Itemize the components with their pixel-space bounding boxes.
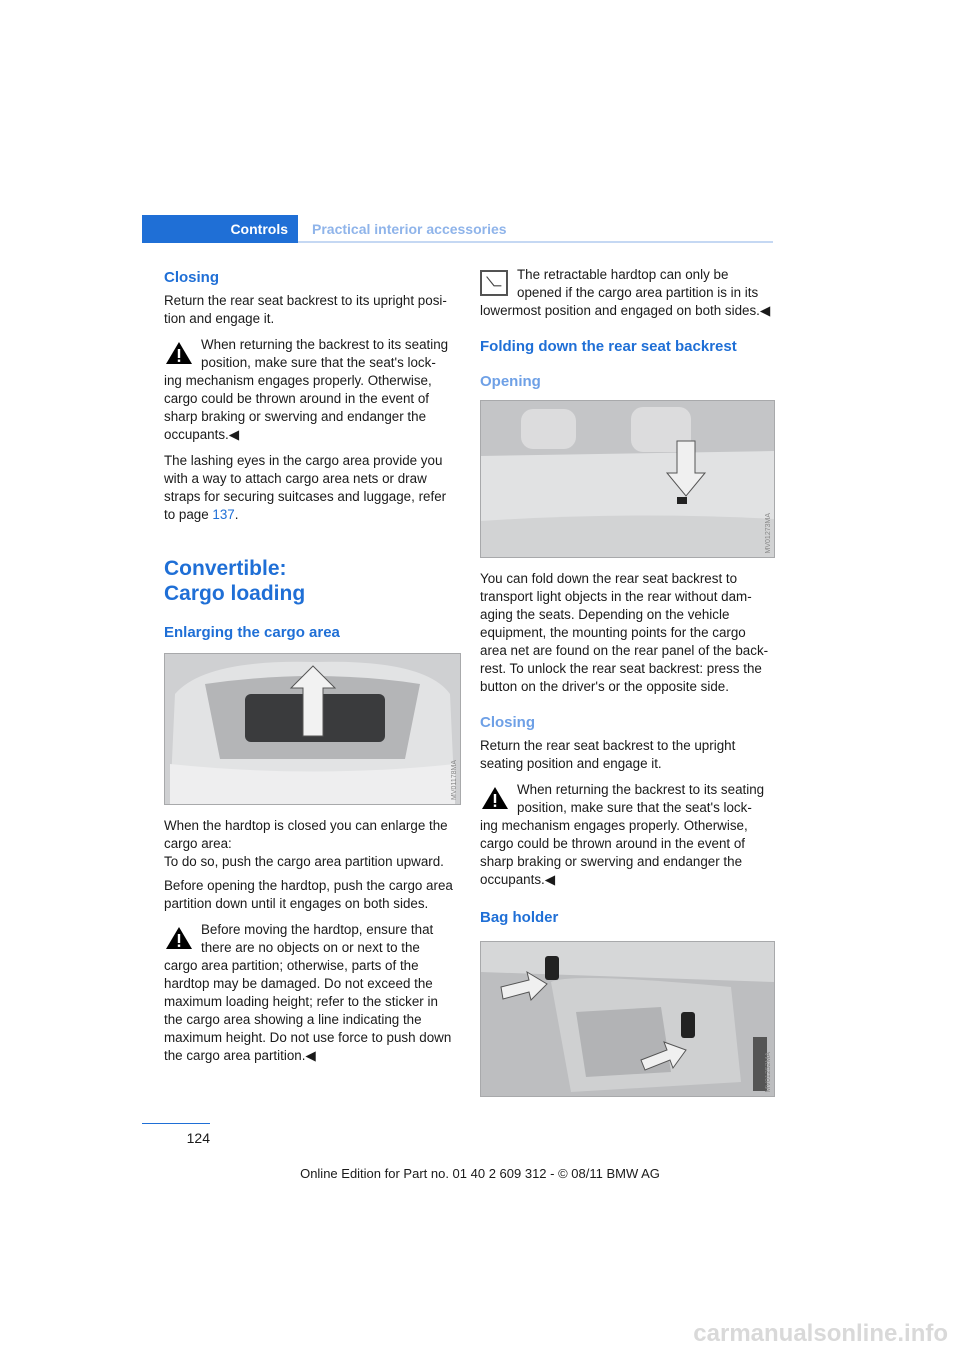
rear-seat-photo <box>480 400 775 558</box>
bag-holder-illustration <box>481 942 774 1096</box>
warning3-text-first: When returning the backrest to its seating position, make sure that the seat's lock- <box>517 782 765 815</box>
enlarge-text-2: To do so, push the cargo area partition upward. <box>164 854 444 869</box>
folding-heading: Folding down the rear seat backrest <box>480 338 737 355</box>
lashing-text-end: . <box>234 507 239 522</box>
warning-text-first: When returning the backrest to its seating position, make sure that the seat's lock- <box>201 337 449 370</box>
note-icon <box>480 270 508 296</box>
edition-footer: Online Edition for Part no. 01 40 2 609 312 - © 08/11 BMW AG <box>300 1166 660 1181</box>
cargo-area-photo <box>164 653 461 805</box>
convertible-title-line1: Convertible: <box>164 557 287 580</box>
left-column <box>164 260 459 1065</box>
closing-heading-right: Closing <box>480 714 535 731</box>
rear-seat-illustration <box>481 401 774 557</box>
before-text: Before opening the hardtop, push the cargo area partition down until it engages on both sides. <box>164 878 453 911</box>
warning-block <box>164 336 459 444</box>
warning-block-2 <box>164 921 459 1065</box>
closing-text-right: Return the rear seat backrest to the upright seating position and engage it. <box>480 738 736 771</box>
warning-text-rest: ing mechanism engages properly. Otherwise, cargo could be thrown around in the event of sharp braking or swerving and endanger the occupants.◀ <box>164 373 432 442</box>
warning-icon <box>164 925 194 951</box>
site-watermark: carmanualsonline.info <box>693 1320 948 1347</box>
warning-icon <box>164 340 194 366</box>
header-rule <box>298 241 773 243</box>
cargo-area-illustration <box>165 654 460 804</box>
warning2-text-rest: cargo area partition; otherwise, parts of the hardtop may be damaged. Do not exceed the maximum loading height; refer to the sticker in the cargo area showing a line indicating the maximum height. Do not use force to push down the cargo area partition.◀ <box>164 958 452 1063</box>
right-column <box>480 260 775 1092</box>
footer-rule <box>142 1123 210 1124</box>
page-link[interactable]: 137 <box>212 507 235 522</box>
photo-code: MV01273MA <box>765 512 772 553</box>
photo-code: MV01252MA <box>765 1051 772 1092</box>
page-header <box>142 215 773 243</box>
note-text-rest: lowermost position and engaged on both sides.◀ <box>480 303 771 318</box>
closing-text: Return the rear seat backrest to its upright posi-tion and engage it. <box>164 293 447 326</box>
page-number: 124 <box>186 1130 210 1146</box>
closing-heading: Closing <box>164 269 219 286</box>
bag-holder-photo <box>480 941 775 1097</box>
warning3-text-rest: ing mechanism engages properly. Otherwise, cargo could be thrown around in the event of sharp braking or swerving and endanger the occupants.◀ <box>480 818 748 887</box>
enlarge-text: When the hardtop is closed you can enlarge the cargo area: <box>164 818 448 851</box>
warning-icon <box>480 785 510 811</box>
note-block <box>480 266 775 320</box>
note-text-first: The retractable hardtop can only be opened if the cargo area partition is in its <box>517 267 759 300</box>
photo-code: MV01178MA <box>451 760 458 800</box>
lashing-text-body: The lashing eyes in the cargo area provide you with a way to attach cargo area nets or draw straps for securing suitcases and luggage, refer to page <box>164 453 447 522</box>
fold-text: You can fold down the rear seat backrest to transport light objects in the rear without dam-aging the seats. Depending on the vehicle equipment, the mounting points for the cargo area net are found on the rear panel of the back-rest. To unlock the rear seat backrest: press the button on the driver's or the opposite side. <box>480 571 769 694</box>
warning2-text-first: Before moving the hardtop, ensure that there are no objects on or next to the <box>201 922 434 955</box>
convertible-title-line2: Cargo loading <box>164 582 306 605</box>
enlarging-heading: Enlarging the cargo area <box>164 624 340 641</box>
lashing-text <box>164 452 459 524</box>
bag-holder-heading: Bag holder <box>480 909 559 926</box>
convertible-title <box>164 556 459 606</box>
opening-heading: Opening <box>480 373 541 390</box>
section-label: Controls <box>142 215 298 243</box>
warning-block-3 <box>480 781 775 889</box>
subsection-label: Practical interior accessories <box>312 221 507 237</box>
